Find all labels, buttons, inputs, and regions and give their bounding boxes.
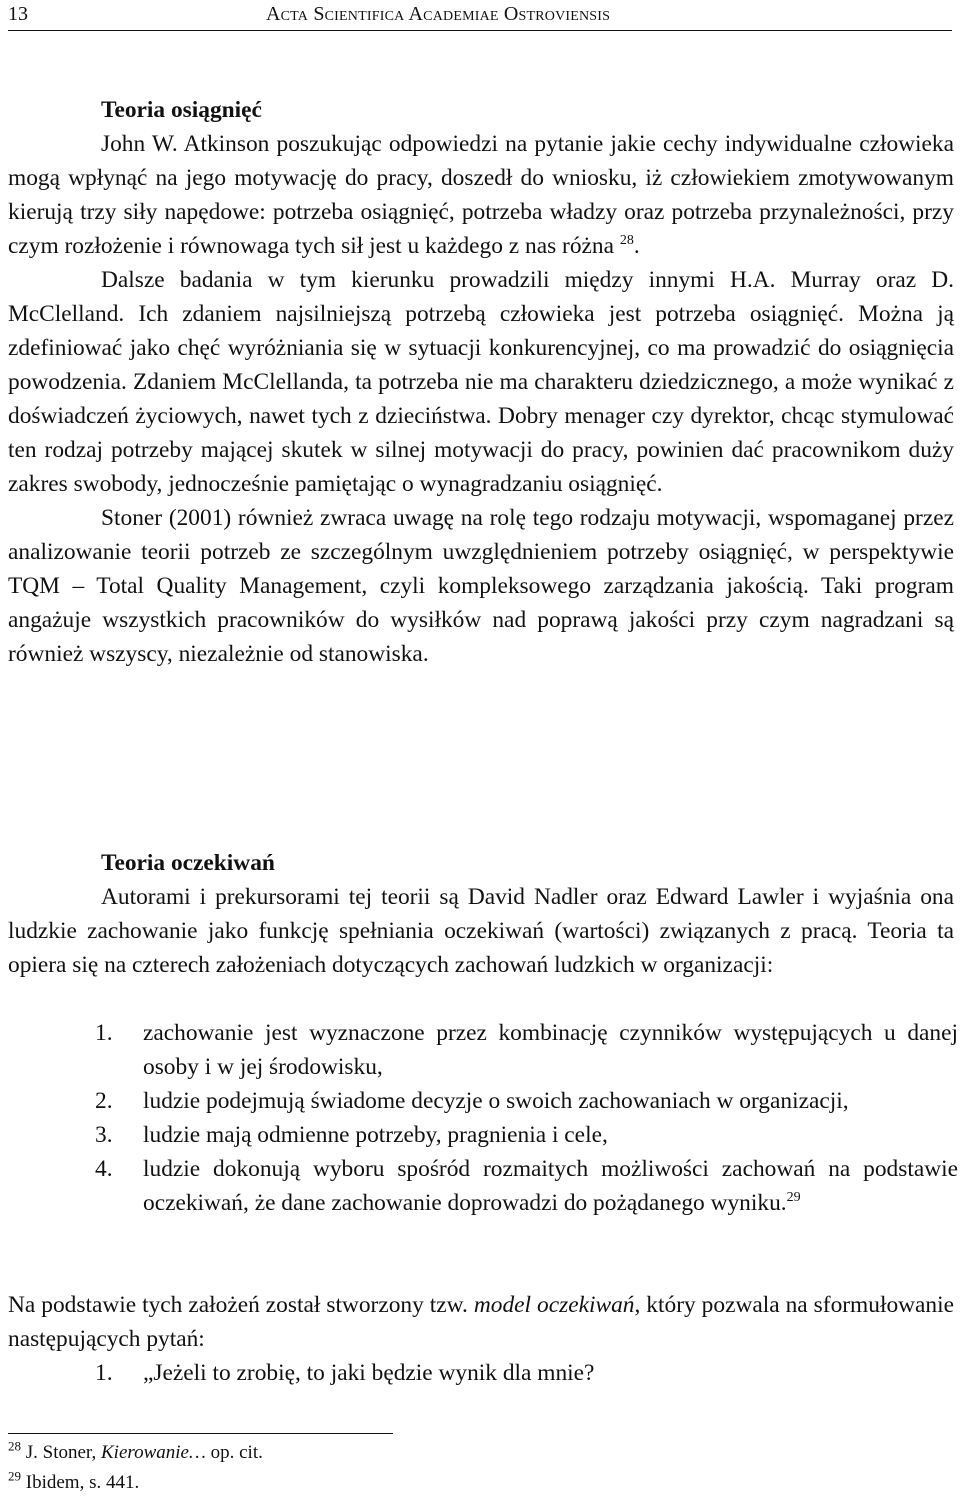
list-text: zachowanie jest wyznaczone przez kombinację czynników występujących u danej osoby i w jej środowisku, [143,1020,958,1080]
list-number: 2. [95,1088,113,1114]
footnote-text: J. Stoner, [25,1442,101,1463]
emphasis: model oczekiwań [473,1292,635,1318]
footnote-number: 29 [8,1468,21,1484]
list-item [0,1084,958,1118]
list-item [0,1152,958,1220]
footnote-text: Ibidem, s. 441. [25,1472,140,1493]
running-header [8,0,952,31]
page-number: 13 [8,3,28,25]
footnote-ref[interactable]: 28 [619,233,634,249]
list-item [0,1356,958,1390]
assumptions-list [0,1016,958,1220]
paragraph: Stoner (2001) również zwraca uwagę na rolę tego rodzaju motywacji, wspomaganej przez analizowanie teorii potrzeb ze szczególnym uwzględnieniem potrzeby osiągnięć, w perspektywie TQM – Total Quality Management, czyli kompleksowego zarządzania jakością. Taki program angażuje wszystkich pracowników do wysiłków nad poprawą jakości przy czym nagradzani są również wszyscy, niezależnie od stanowiska. [8,505,954,667]
journal-title: Acta Scientifica Academiae Ostroviensis [266,3,611,25]
questions-list [0,1356,958,1390]
section-achievement-theory [8,93,954,671]
list-number: 1. [95,1020,113,1046]
list-number: 4. [95,1156,113,1182]
paragraph-text: Na podstawie tych założeń został stworzony tzw. [8,1292,474,1318]
footnote-divider [8,1433,393,1434]
paragraph-text: , który pozwala na sformułowanie następujących pytań: [8,1292,954,1352]
list-number: 3. [95,1122,113,1148]
footnotes [8,1438,948,1498]
footnote [8,1438,948,1468]
footnote-text: op. cit. [205,1442,263,1463]
footnote-title: Kierowanie… [101,1442,206,1463]
list-item [0,1118,958,1152]
footnote [8,1468,948,1498]
list-number: 1. [95,1360,113,1386]
section-heading: Teoria osiągnięć [101,97,262,123]
list-item [0,1016,958,1084]
list-text: „Jeżeli to zrobię, to jaki będzie wynik dla mnie? [143,1360,595,1386]
paragraph: Dalsze badania w tym kierunku prowadzili między innymi H.A. Murray oraz D. McClelland. Ich zdaniem najsilniejszą potrzebą człowieka jest potrzeba osiągnięć. Można ją zdefiniować jako chęć wyróżniania się w sytuacji konkurencyjnej, co ma prowadzić do osiągnięcia powodzenia. Zdaniem McClellanda, ta potrzeba nie ma charakteru dziedzicznego, a może wynikać z doświadczeń życiowych, nawet tych z dzieciństwa. Dobry menager czy dyrektor, chcąc stymulować ten rodzaj potrzeby mającej skutek w silnej motywacji do pracy, powinien dać pracownikom duży zakres swobody, jednocześnie pamiętając o wynagradzaniu osiągnięć. [8,267,954,497]
paragraph [8,1288,954,1356]
section-expectancy-theory [8,846,954,982]
paragraph [8,127,954,263]
footnote-ref[interactable]: 29 [786,1190,801,1206]
list-text [143,1152,958,1220]
paragraph-end: . [633,233,640,259]
list-text: ludzie podejmują świadome decyzje o swoich zachowaniach w organizacji, [143,1088,849,1114]
footnote-number: 28 [8,1438,21,1454]
section-heading: Teoria oczekiwań [101,850,275,876]
paragraph: Autorami i prekursorami tej teorii są David Nadler oraz Edward Lawler i wyjaśnia ona ludzkie zachowanie jako funkcję spełniania oczekiwań (wartości) związanych z pracą. Teoria ta opiera się na czterech założeniach dotyczących zachowań ludzkich w organizacji: [8,884,954,978]
list-text-content: ludzie dokonują wyboru spośród rozmaitych możliwości zachowań na podstawie oczekiwań, że dane zachowanie doprowadzi do pożądanego wyniku. [143,1156,958,1216]
paragraph-text: John W. Atkinson poszukując odpowiedzi na pytanie jakie cechy indywidualne człowieka mogą wpłynąć na jego motywację do pracy, doszedł do wniosku, iż człowiekiem zmotywowanym kierują trzy siły napędowe: potrzeba osiągnięć, potrzeba władzy oraz potrzeba przynależności, przy czym rozłożenie i równowaga tych sił jest u każdego z nas różna [8,131,954,259]
list-text: ludzie mają odmienne potrzeby, pragnienia i cele, [143,1122,608,1148]
